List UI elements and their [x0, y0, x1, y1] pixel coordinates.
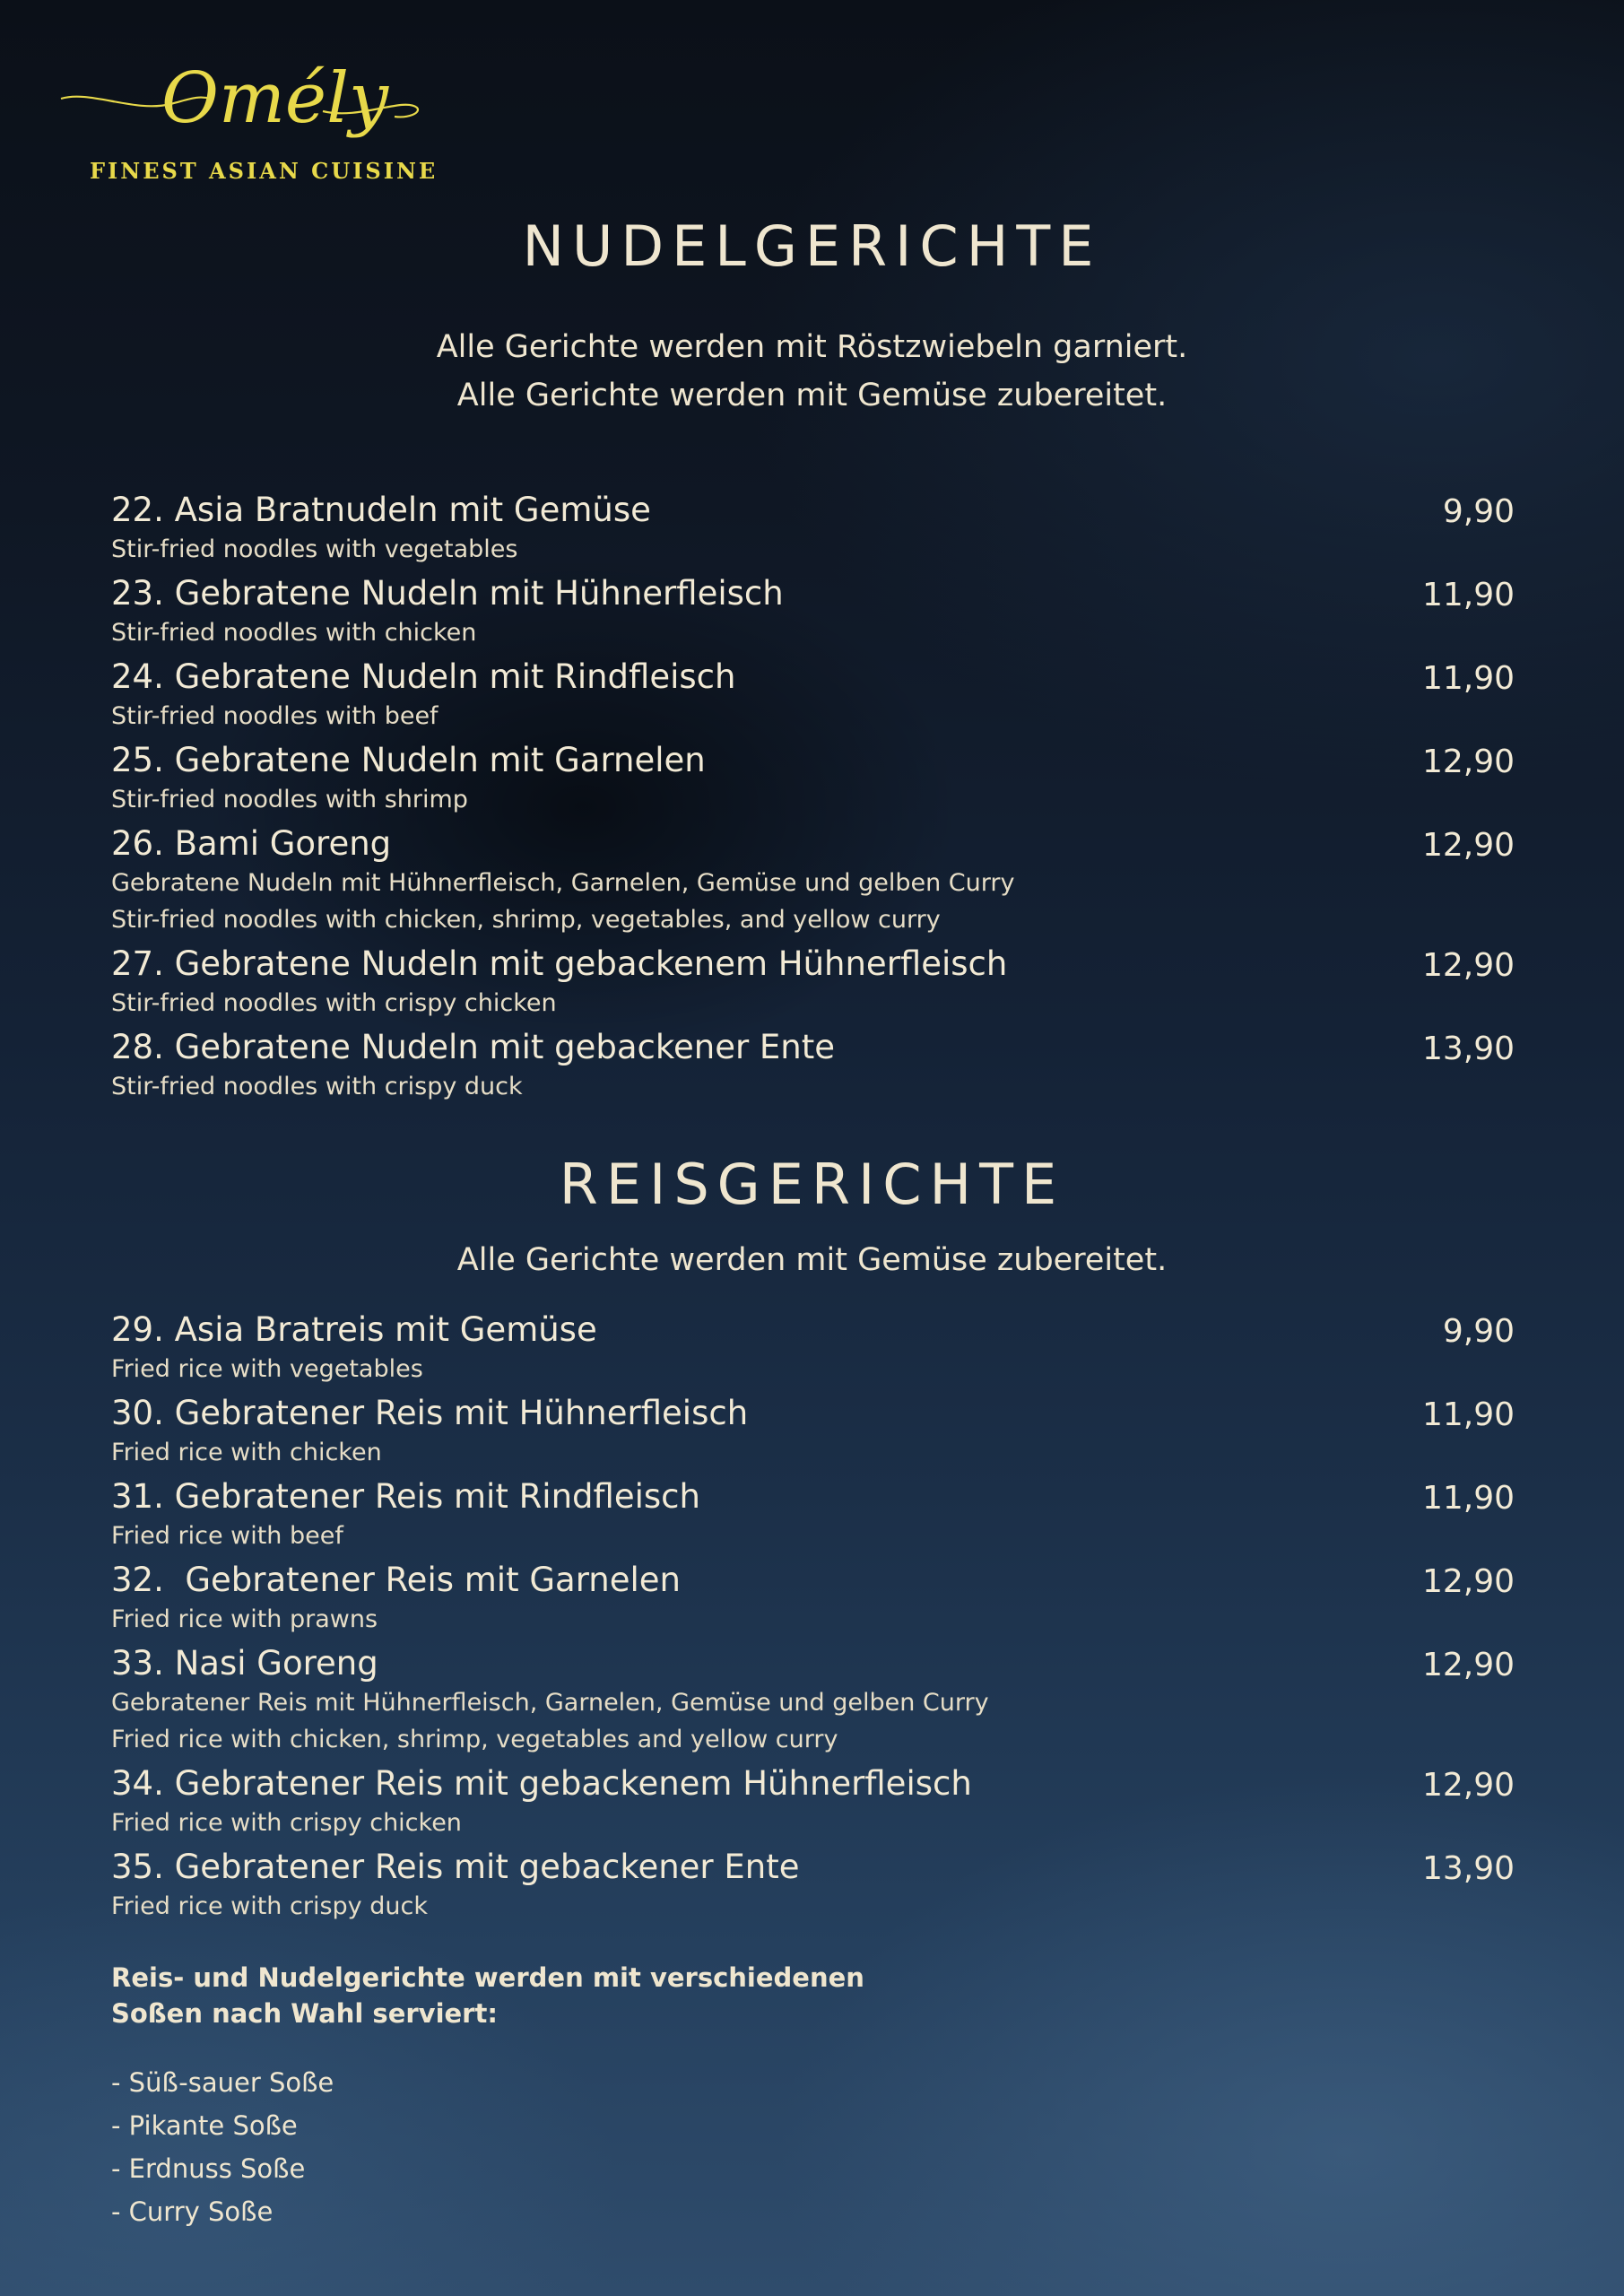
sauce-note-line-2: Soßen nach Wahl serviert: — [111, 1998, 498, 2029]
item-name: 32. Gebratener Reis mit Garnelen — [111, 1561, 681, 1599]
menu-item-28 — [111, 1027, 1515, 1105]
item-name: 33. Nasi Goreng — [111, 1644, 378, 1683]
item-desc: Fried rice with crispy chicken — [111, 1809, 462, 1837]
item-desc: Fried rice with beef — [111, 1522, 343, 1550]
menu-item-34 — [111, 1763, 1515, 1841]
menu-item-25 — [111, 740, 1515, 818]
item-name: 28. Gebratene Nudeln mit gebackener Ente — [111, 1028, 836, 1066]
item-desc: Fried rice with crispy duck — [111, 1892, 428, 1920]
item-desc: Gebratene Nudeln mit Hühnerfleisch, Garnelen, Gemüse und gelben Curry — [111, 869, 1015, 897]
item-name: 34. Gebratener Reis mit gebackenem Hühnerfleisch — [111, 1764, 972, 1803]
item-desc: Stir-fried noodles with vegetables — [111, 535, 518, 563]
logo-text: Omély — [161, 58, 389, 139]
menu-item-35 — [111, 1847, 1515, 1925]
menu-item-26 — [111, 823, 1515, 938]
menu-item-31 — [111, 1476, 1515, 1554]
item-name: 22. Asia Bratnudeln mit Gemüse — [111, 491, 651, 529]
menu-item-27 — [111, 944, 1515, 1022]
menu-item-24 — [111, 657, 1515, 735]
sauce-item: - Süß-sauer Soße — [111, 2067, 334, 2098]
item-price: 12,90 — [1421, 1647, 1515, 1683]
item-desc: Stir-fried noodles with beef — [111, 702, 439, 730]
item-price: 12,90 — [1421, 1563, 1515, 1600]
item-name: 24. Gebratene Nudeln mit Rindfleisch — [111, 657, 736, 696]
item-name: 29. Asia Bratreis mit Gemüse — [111, 1310, 597, 1349]
section-note-reis-1: Alle Gerichte werden mit Gemüse zubereitet. — [456, 1242, 1168, 1278]
item-name: 30. Gebratener Reis mit Hühnerfleisch — [111, 1394, 749, 1432]
item-price: 13,90 — [1421, 1031, 1515, 1067]
logo-tagline: FINEST ASIAN CUISINE — [90, 158, 439, 184]
item-name: 26. Bami Goreng — [111, 824, 392, 863]
item-price: 13,90 — [1421, 1850, 1515, 1887]
item-desc: Stir-fried noodles with chicken — [111, 619, 477, 647]
item-desc: Fried rice with chicken — [111, 1439, 382, 1466]
logo-script-wordmark — [54, 34, 430, 151]
item-desc-en: Fried rice with chicken, shrimp, vegetables and yellow curry — [111, 1726, 838, 1753]
item-desc: Stir-fried noodles with shrimp — [111, 786, 468, 813]
item-name: 35. Gebratener Reis mit gebackener Ente — [111, 1848, 800, 1886]
section-title-reis: REISGERICHTE — [559, 1152, 1065, 1217]
item-price: 9,90 — [1442, 493, 1515, 530]
item-price: 12,90 — [1421, 827, 1515, 864]
menu-item-29 — [111, 1309, 1515, 1387]
item-name: 27. Gebratene Nudeln mit gebackenem Hühnerfleisch — [111, 944, 1008, 983]
item-price: 12,90 — [1421, 947, 1515, 984]
sauce-item: - Pikante Soße — [111, 2110, 298, 2141]
sauce-list — [111, 2061, 334, 2233]
item-desc: Stir-fried noodles with crispy duck — [111, 1073, 523, 1100]
item-desc: Gebratener Reis mit Hühnerfleisch, Garnelen, Gemüse und gelben Curry — [111, 1689, 989, 1717]
sauce-note — [111, 1960, 864, 2031]
item-desc: Fried rice with prawns — [111, 1605, 378, 1633]
item-price: 11,90 — [1421, 577, 1515, 613]
item-name: 25. Gebratene Nudeln mit Garnelen — [111, 741, 706, 779]
menu-item-32 — [111, 1560, 1515, 1638]
section-note-nudel-1: Alle Gerichte werden mit Röstzwiebeln garniert. — [436, 329, 1188, 365]
item-price: 12,90 — [1421, 744, 1515, 780]
sauce-item: - Curry Soße — [111, 2196, 274, 2227]
section-note-nudel-2: Alle Gerichte werden mit Gemüse zubereitet. — [456, 378, 1168, 413]
sauce-item: - Erdnuss Soße — [111, 2153, 306, 2184]
item-price: 11,90 — [1421, 660, 1515, 697]
item-desc: Stir-fried noodles with crispy chicken — [111, 989, 557, 1017]
menu-item-23 — [111, 573, 1515, 651]
menu-item-30 — [111, 1393, 1515, 1471]
item-desc: Fried rice with vegetables — [111, 1355, 423, 1383]
item-desc-en: Stir-fried noodles with chicken, shrimp, vegetables, and yellow curry — [111, 906, 941, 934]
item-price: 11,90 — [1421, 1396, 1515, 1433]
menu-item-33 — [111, 1643, 1515, 1758]
item-name: 23. Gebratene Nudeln mit Hühnerfleisch — [111, 574, 784, 613]
item-name: 31. Gebratener Reis mit Rindfleisch — [111, 1477, 700, 1516]
item-price: 12,90 — [1421, 1767, 1515, 1804]
brand-logo — [54, 34, 439, 187]
item-price: 11,90 — [1421, 1480, 1515, 1517]
section-title-nudel: NUDELGERICHTE — [522, 213, 1102, 279]
sauce-note-line-1: Reis- und Nudelgerichte werden mit verschiedenen — [111, 1962, 864, 1993]
menu-item-22 — [111, 490, 1515, 568]
item-price: 9,90 — [1442, 1313, 1515, 1350]
